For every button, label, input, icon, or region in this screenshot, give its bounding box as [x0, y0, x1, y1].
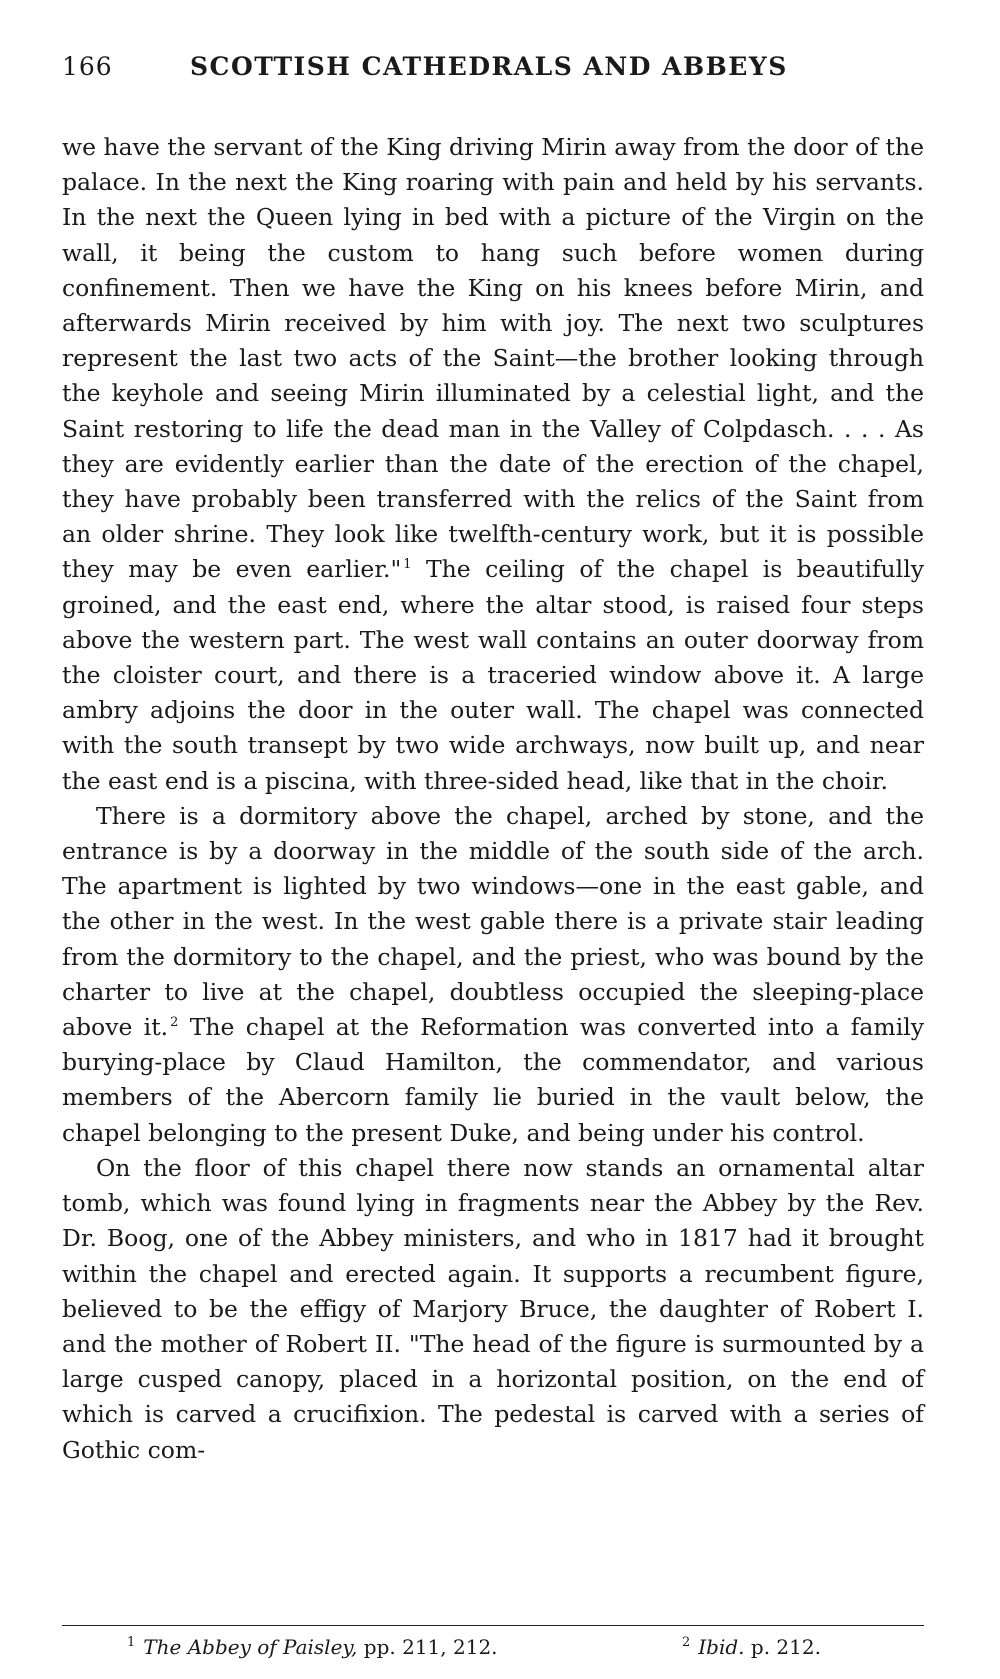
page-header — [62, 52, 932, 92]
footnote-ref-2: 2 — [170, 1015, 179, 1031]
paragraph-1-text-a: we have the servant of the King driving Mirin away from the door of the palace. In the next the King roaring with pain and held by his servants. In the next the Queen lying in bed with a picture of the Virgin on the wall, it being the custom to hang such before women during confinement. Then we have the King on his knees before Mirin, and afterwards Mirin received by him with joy. The next two sculptures represent the last two acts of the Saint—the brother looking through the keyhole and seeing Mirin illuminated by a celestial light, and the Saint restoring to life the dead man in the Valley of Colpdasch. . . . As they are evidently earlier than the date of the erection of the chapel, they have probably been transferred with the relics of the Saint from an older shrine. They look like twelfth-century work, but it is possible they may be even earlier." — [62, 133, 924, 584]
paragraph-2-text-a: There is a dormitory above the chapel, arched by stone, and the entrance is by a doorway in the middle of the south side of the arch. The apartment is lighted by two windows—one in the east gable, and the other in the west. In the west gable there is a private stair leading from the dormitory to the chapel, and the priest, who was bound by the charter to live at the chapel, doubtless occupied the sleeping-place above it. — [62, 801, 924, 1042]
footnote-1 — [127, 1632, 498, 1662]
paragraph-3: On the floor of this chapel there now stands an ornamental altar tomb, which was found lying in fragments near the Abbey by the Rev. Dr. Boog, one of the Abbey ministers, and who in 1817 had it brought within the chapel and erected again. It supports a recumbent figure, believed to be the effigy of Marjory Bruce, the daughter of Robert I. and the mother of Robert II. "The head of the figure is surmounted by a large cusped canopy, placed in a horizontal position, on the end of which is carved a crucifixion. The pedestal is carved with a series of Gothic com- — [62, 1153, 924, 1464]
body-text — [62, 130, 924, 1468]
paragraph-1-text-b: The ceiling of the chapel is beautifully groined, and the east end, where the altar stood, is raised four steps above the western part. The west wall contains an outer doorway from the cloister court, and there is a traceried window above it. A large ambry adjoins the door in the outer wall. The chapel was connected with the south transept by two wide archways, now built up, and near the east end is a piscina, with three-sided head, like that in the choir. — [62, 555, 924, 795]
footnote-1-pages: pp. 211, 212. — [357, 1635, 498, 1659]
footnote-1-mark: 1 — [127, 1635, 136, 1650]
paragraph-2-text-b: The chapel at the Reformation was converted into a family burying-place by Claud Hamilton, the commendator, and various members of the Abercorn family lie buried in the vault below, the chapel belonging to the present Duke, and being under his control. — [62, 1013, 924, 1147]
footnote-2-mark: 2 — [682, 1635, 691, 1650]
footnote-2 — [682, 1632, 821, 1662]
paragraph-2 — [62, 799, 924, 1151]
footnote-2-title: Ibid. — [698, 1635, 745, 1659]
footnote-divider — [62, 1625, 924, 1626]
paragraph-1 — [62, 130, 924, 799]
footnote-1-title: The Abbey of Paisley, — [143, 1635, 358, 1659]
footnote-ref-1: 1 — [403, 557, 412, 573]
running-title: SCOTTISH CATHEDRALS AND ABBEYS — [190, 52, 788, 81]
page-number: 166 — [62, 52, 113, 81]
footnote-2-pages: p. 212. — [744, 1635, 821, 1659]
